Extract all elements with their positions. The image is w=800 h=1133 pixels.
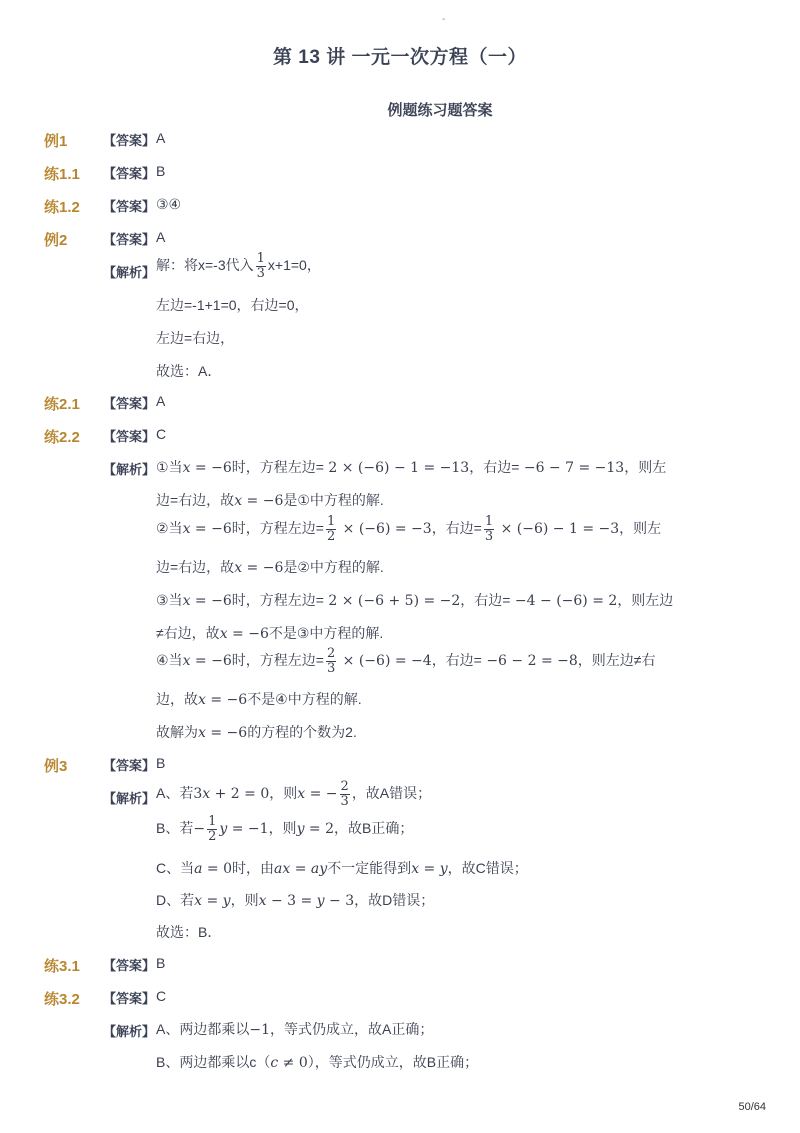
analysis-line: B、两边都乘以c（c ≠ 0），等式仍成立，故B正确； [156,1054,479,1071]
analysis-line: ①当x = −6时，方程左边= 2 × (−6) − 1 = −13，右边= −6 − 7 = −13，则左 [156,459,667,476]
item-label: 练2.1 [44,396,80,413]
item-label: 练3.2 [44,991,80,1008]
analysis-line: 故选：A． [156,363,222,379]
answer-tag: 【答案】 [103,166,156,181]
analysis-tag: 【解析】 [103,462,156,477]
item-label: 例3 [44,758,68,775]
analysis-line: A、若3x + 2 = 0，则x = − $\frac{2}{3}$ ，故A错误； [156,779,432,809]
analysis-line: ③当x = −6时，方程左边= 2 × (−6 + 5) = −2，右边= −4 − (−6) = 2，则左边 [156,592,674,609]
answer-tag: 【答案】 [103,429,156,444]
answer-value: A [156,393,166,409]
analysis-line: C、当a = 0时，由ax = ay不一定能得到x = y，故C错误； [156,860,528,877]
answer-value: B [156,755,166,771]
analysis-line: 左边=右边， [156,330,235,346]
analysis-line: 边=右边，故x = −6是①中方程的解. [156,492,384,509]
analysis-line: 故解为x = −6的方程的个数为2. [156,724,357,741]
analysis-line: 边，故x = −6不是④中方程的解. [156,691,362,708]
header-dash: - [442,14,446,25]
answer-tag: 【答案】 [103,991,156,1006]
answer-tag: 【答案】 [103,958,156,973]
item-label: 练1.2 [44,199,80,216]
analysis-line: 解：将x=-3代入 $\frac{1}{3}$ x+1=0， [156,251,321,281]
analysis-line: 边=右边，故x = −6是②中方程的解. [156,559,384,576]
item-label: 例1 [44,133,68,150]
analysis-line: 故选：B． [156,924,222,940]
answer-tag: 【答案】 [103,758,156,773]
answer-tag: 【答案】 [103,396,156,411]
page-title: 第 13 讲 一元一次方程（一） [273,47,527,68]
analysis-line: ≠右边，故x = −6不是③中方程的解. [156,625,384,642]
answer-value: A [156,229,166,245]
analysis-line: ②当x = −6时，方程左边= $\frac{1}{2}$ × (−6) = −3，右边= $\frac{1}{3}$ × (−6) − 1 = −3，则左 [156,514,662,544]
analysis-line: 左边=-1+1=0，右边=0， [156,297,309,313]
item-label: 练3.1 [44,958,80,975]
page-number: 50/64 [738,1101,766,1113]
analysis-line: D、若x = y，则x − 3 = y − 3，故D错误； [156,892,435,909]
answer-value: B [156,955,166,971]
analysis-tag: 【解析】 [103,1024,156,1039]
answer-value: C [156,426,167,442]
section-subtitle: 例题练习题答案 [387,102,493,119]
item-label: 例2 [44,232,68,249]
analysis-line: B、若− $\frac{1}{2}$ y = −1，则y = 2，故B正确； [156,814,414,844]
analysis-line: A、两边都乘以−1，等式仍成立，故A正确； [156,1021,434,1038]
item-label: 练2.2 [44,429,80,446]
answer-value: A [156,130,166,146]
answer-value: ③④ [156,196,182,212]
answer-tag: 【答案】 [103,199,156,214]
analysis-line: ④当x = −6时，方程左边= $\frac{2}{3}$ × (−6) = −4，右边= −6 − 2 = −8，则左边≠右 [156,646,656,676]
analysis-tag: 【解析】 [103,791,156,806]
analysis-tag: 【解析】 [103,265,156,280]
item-label: 练1.1 [44,166,80,183]
answer-tag: 【答案】 [103,232,156,247]
answer-value: C [156,988,167,1004]
answer-value: B [156,163,166,179]
answer-tag: 【答案】 [103,133,156,148]
